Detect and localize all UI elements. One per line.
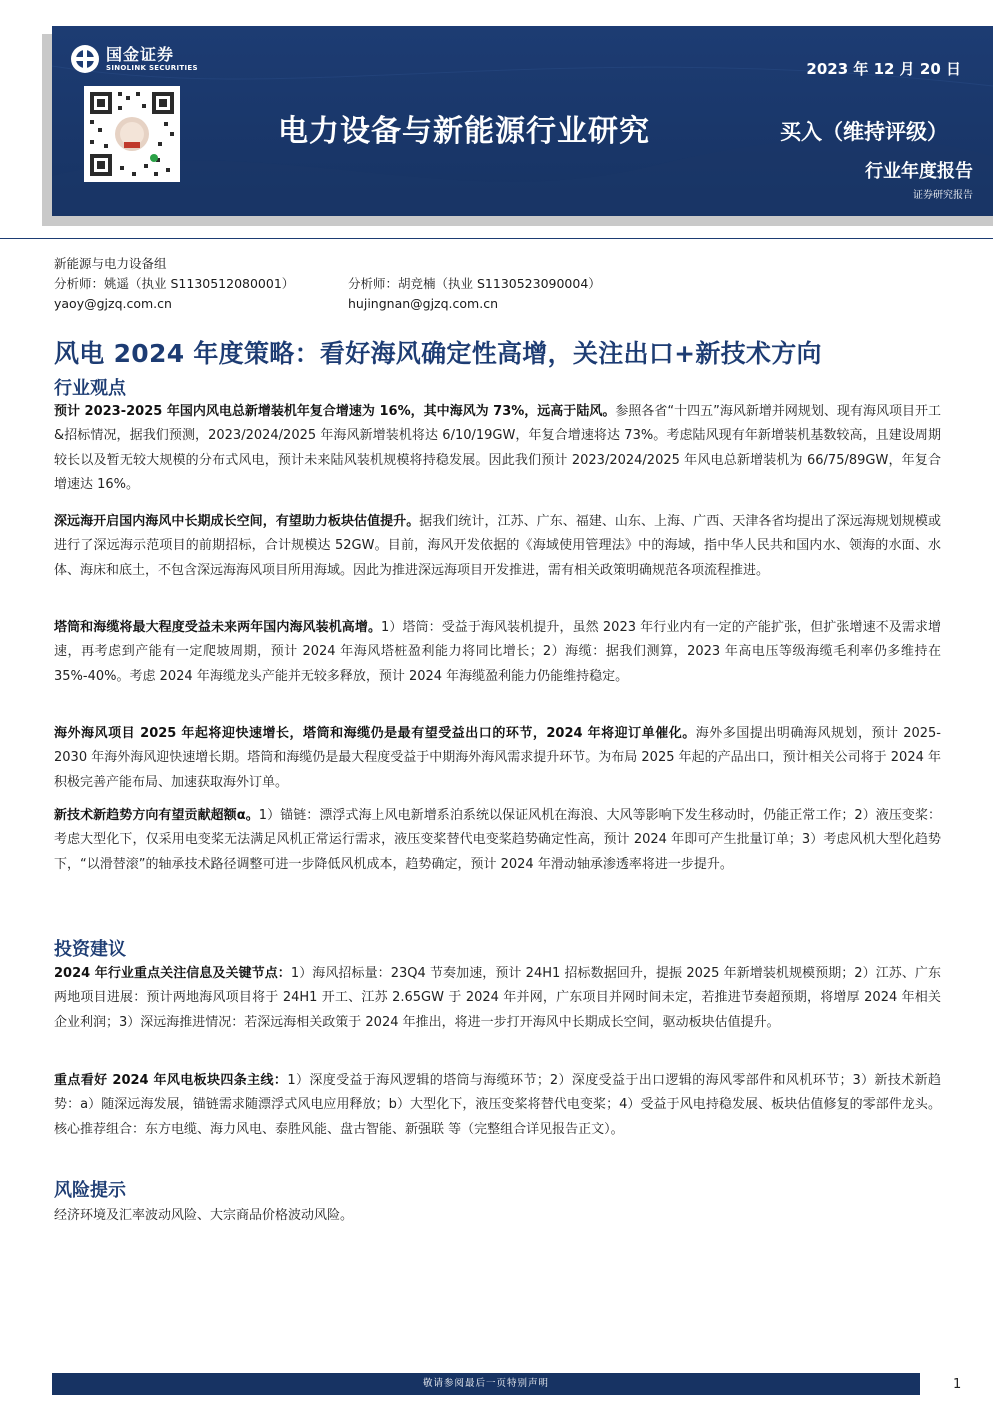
section-heading-advice: 投资建议: [54, 939, 126, 960]
page-number: 1: [953, 1377, 962, 1392]
paragraph-7: [54, 1069, 941, 1142]
paragraph-7-body: 1）深度受益于海风逻辑的塔筒与海缆环节；2）深度受益于出口逻辑的海风零部件和风机环节；3）新技术新趋势：a）随深远海发展，锚链需求随漂浮式风电应用释放；b）大型化下，液压变桨将替代电变桨；4）受益于风电持稳发展、板块估值修复的零部件龙头。核心推荐组合：东方电缆、海力风电、泰胜风能、盘古智能、新强联 等（完整组合详见报告正文）。: [54, 1073, 941, 1137]
paragraph-2-body: 据我们统计，江苏、广东、福建、山东、上海、广西、天津各省均提出了深远海规划规模或进行了深远海示范项目的前期招标，合计规模达 52GW。目前，海风开发依据的《海域使用管理法》中的海域，指中华人民共和国内水、领海的水面、水体、海床和底土，不包含深远海海风项目所用海域。因此为推进深远海项目开发推进，需有相关政策明确规范各项流程推进。: [54, 514, 941, 578]
logo-en: SINOLINK SECURITIES: [106, 63, 198, 72]
paragraph-1: [54, 400, 941, 498]
paragraph-5-lead: 新技术新趋势方向有望贡献超额α。: [54, 808, 259, 823]
industry-title: 电力设备与新能源行业研究: [278, 114, 650, 149]
paragraph-6-body: 1）海风招标量：23Q4 节奏加速，预计 24H1 招标数据回升，提振 2025 年新增装机规模预期；2）江苏、广东两地项目进展：预计两地海风项目将于 24H1 开工、江苏 2.65GW 于 2024 年并网，广东项目并网时间未定，若推进节奏超预期，将增厚 2024 年相关企业利润；3）深远海推进情况：若深远海相关政策于 2024 年推出，将进一步打开海风中长期成长空间，驱动板块估值提升。: [54, 966, 941, 1030]
paragraph-8: [54, 1204, 941, 1228]
report-date: 2023 年 12 月 20 日: [806, 60, 961, 78]
paragraph-4-body: 海外多国提出明确海风规划，预计 2025-2030 年海外海风迎快速增长期。塔筒和海缆仍是最大程度受益于中期海外海风需求提升环节。为布局 2025 年起的产品出口，预计相关公司将于 2024 年积极完善产能布局、加速获取海外订单。: [54, 726, 941, 790]
report-subtitle: 证券研究报告: [913, 190, 973, 201]
analyst-2-email[interactable]: hujingnan@gjzq.com.cn: [348, 296, 498, 311]
paragraph-8-body: 经济环境及汇率波动风险、大宗商品价格波动风险。: [54, 1208, 354, 1223]
paragraph-3-body: 1）塔筒：受益于海风装机提升，虽然 2023 年行业内有一定的产能扩张，但扩张增速不及需求增速，再考虑到产能有一定爬坡周期，预计 2024 年海风塔桩盈利能力将同比增长；2）海缆：据我们测算，2023 年高电压等级海缆毛利率仍多维持在 35%-40%。考虑 2024 年海缆龙头产能并无较多释放，预计 2024 年海缆盈利能力仍能维持稳定。: [54, 620, 941, 684]
section-heading-view: 行业观点: [54, 378, 126, 399]
paragraph-2: [54, 510, 941, 583]
header-divider: [0, 238, 993, 239]
paragraph-4-lead: 海外海风项目 2025 年起将迎快速增长，塔筒和海缆仍是最有望受益出口的环节，2024 年将迎订单催化。: [54, 726, 696, 741]
paragraph-2-lead: 深远海开启国内海风中长期成长空间，有望助力板块估值提升。: [54, 514, 420, 529]
paragraph-1-lead: 预计 2023-2025 年国内风电总新增装机年复合增速为 16%，其中海风为 73%，远高于陆风。: [54, 404, 616, 419]
paragraph-3-lead: 塔筒和海缆将最大程度受益未来两年国内海风装机高增。: [54, 620, 382, 635]
sinolink-logo-icon: [70, 44, 100, 74]
company-logo: [70, 44, 198, 74]
paragraph-3: [54, 616, 941, 689]
analyst-2-name: 分析师：胡竞楠（执业 S1130523090004）: [348, 276, 601, 291]
paragraph-7-lead: 重点看好 2024 年风电板块四条主线：: [54, 1073, 288, 1088]
paragraph-5: [54, 804, 941, 877]
paragraph-6: [54, 962, 941, 1035]
footer-disclaimer: 敬请参阅最后一页特别声明: [52, 1373, 920, 1395]
section-heading-risk: 风险提示: [54, 1180, 126, 1201]
paragraph-5-body: 1）锚链：漂浮式海上风电新增系泊系统以保证风机在海浪、大风等影响下发生移动时，仍能正常工作；2）液压变桨：考虑大型化下，仅采用电变桨无法满足风机正常运行需求，液压变桨替代电变桨趋势确定性高，预计 2024 年即可产生批量订单；3）考虑风机大型化趋势下，“以滑替滚”的轴承技术路径调整可进一步降低风机成本，趋势确定，预计 2024 年滑动轴承渗透率将进一步提升。: [54, 808, 942, 872]
report-type: 行业年度报告: [865, 161, 973, 182]
logo-cn: 国金证券: [106, 44, 175, 64]
paragraph-1-body: 参照各省“十四五”海风新增并网规划、现有海风项目开工&招标情况，据我们预测，2023/2024/2025 年海风新增装机将达 6/10/19GW，年复合增速将达 73%。考虑陆风现有年新增装机基数较高，且建设周期较长以及暂无较大规模的分布式风电，预计未来陆风装机规模将持稳发展。因此我们预计 2023/2024/2025 年风电总新增装机为 66/75/89GW，年复合增速达 16%。: [54, 404, 941, 493]
paragraph-6-lead: 2024 年行业重点关注信息及关键节点：: [54, 966, 291, 981]
analyst-1-email[interactable]: yaoy@gjzq.com.cn: [54, 296, 172, 311]
paragraph-4: [54, 722, 941, 795]
qr-code-icon: [84, 86, 180, 182]
report-title: 风电 2024 年度策略：看好海风确定性高增，关注出口+新技术方向: [54, 339, 822, 368]
qr-code[interactable]: [84, 86, 180, 182]
analyst-team: 新能源与电力设备组: [54, 256, 167, 271]
rating-badge: 买入（维持评级）: [780, 120, 948, 144]
analyst-1-name: 分析师：姚遥（执业 S1130512080001）: [54, 276, 295, 291]
